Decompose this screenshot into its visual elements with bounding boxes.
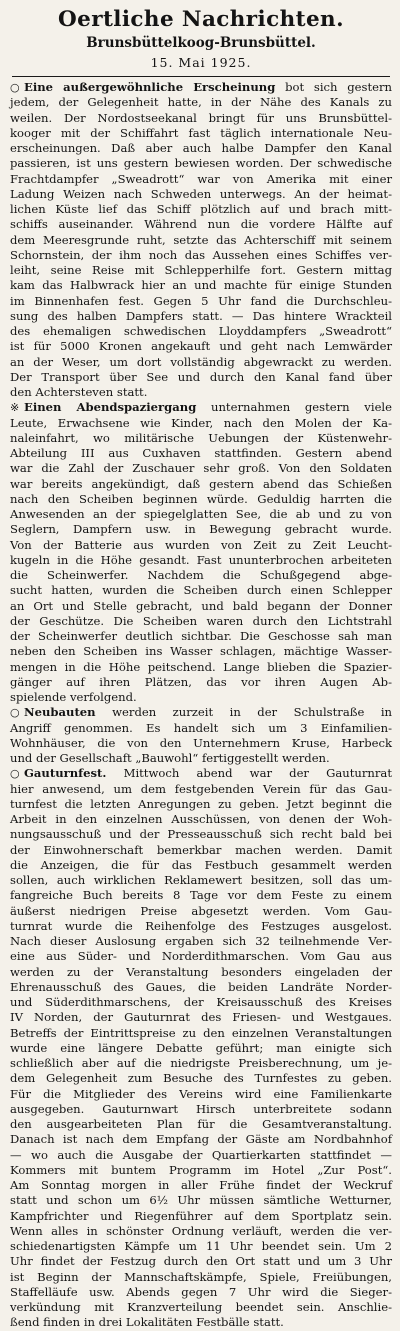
article-line: kam das Halbwrack hier an und machte für einige Stunden xyxy=(10,278,392,293)
article-line: neben den Scheiben ins Wasser schlagen, mächtige Wasser- xyxy=(10,644,392,659)
article-line: erscheinungen. Daß aber auch halbe Dampfer den Kanal xyxy=(10,141,392,155)
article-line: Anwesenden an der spiegelglatten See, die ab und zu von xyxy=(10,507,392,521)
article-line: dem Gelegenheit zum Besuche des Turnfestes zu geben. xyxy=(10,1071,392,1086)
article-line: passieren, ist uns gestern bewiesen worden. Der schwedische xyxy=(10,156,392,171)
article-line: und Süderdithmarschens, der Kreisausschuß des Kreises xyxy=(10,995,392,1009)
article-line: Staffelläufe usw. Abends gegen 7 Uhr wird die Sieger- xyxy=(10,1284,392,1299)
article-line: Ladung Weizen nach Schweden unterwegs. An der heimat- xyxy=(10,186,392,201)
article-line: an der Weser, um dort vollständig abgewrackt zu werden. xyxy=(10,354,392,369)
article-line: kooger mit der Schiffahrt fast täglich internationale Neu- xyxy=(10,125,392,140)
article xyxy=(10,705,392,766)
article-line: ist für 5000 Kronen angekauft und geht nach Lemwärder xyxy=(10,339,392,354)
article-line: leiht, seine Reise mit Schlepperhilfe fort. Gestern mittag xyxy=(10,263,392,277)
article-line: turnfest die letzten Anregungen zu geben. Jetzt beginnt die xyxy=(10,796,392,811)
section-subheadline: Brunsbüttelkoog-Brunsbüttel. xyxy=(86,35,316,51)
article-line: Wohnhäuser, die von den Unternehmern Kruse, Harbeck xyxy=(10,735,392,750)
article-line: der Geschütze. Die Scheiben waren durch den Lichtstrahl xyxy=(10,613,392,628)
article-line: statt und schon um 6½ Uhr müssen sämtliche Wetturner, xyxy=(10,1193,392,1208)
article-line: Wenn alles in schönster Ordnung verläuft, werden die ver- xyxy=(10,1223,392,1238)
article-line: werden zu der Veranstaltung besonders eingeladen der xyxy=(10,964,392,979)
article-line: Nach dieser Auslosung ergaben sich 32 teilnehmende Ver- xyxy=(10,934,392,948)
page-headline: Oertliche Nachrichten. xyxy=(58,7,344,32)
article-line xyxy=(10,80,392,95)
article-line: die Scheinwerfer. Nachdem die Schußgegend abge- xyxy=(10,568,392,582)
article-text: Mittwoch abend war der Gauturnrat xyxy=(106,766,392,781)
article-line: Betreffs der Eintrittspreise zu den einzelnen Veranstaltungen xyxy=(10,1025,392,1040)
article-line: mengen in die Höhe peitschend. Lange blieben die Spazier- xyxy=(10,659,392,674)
article-line: Kampfrichter und Riegenführer auf dem Sportplatz sein. xyxy=(10,1208,392,1223)
article-line: Danach ist nach dem Empfang der Gäste am Nordbahnhof xyxy=(10,1132,392,1147)
article-line: Uhr findet der Festzug durch den Ort statt und um 3 Uhr xyxy=(10,1254,392,1269)
article-text: werden zurzeit in der Schulstraße in xyxy=(95,705,392,720)
article xyxy=(10,766,392,1330)
divider xyxy=(12,76,390,77)
article-line: Angriff genommen. Es handelt sich um 3 Einfamilien- xyxy=(10,720,392,735)
article-lead: Gauturnfest. xyxy=(24,766,107,781)
article-line: eine aus Süder- und Norderdithmarschen. Vom Gau aus xyxy=(10,949,392,964)
dateline: 15. Mai 1925. xyxy=(150,55,252,70)
article-line: sucht hatten, wurden die Scheiben durch einen Schlepper xyxy=(10,583,392,598)
article-line: im Binnenhafen fest. Gegen 5 Uhr fand die Durchschleu- xyxy=(10,293,392,308)
article-lead: Einen Abendspaziergang xyxy=(24,400,197,415)
article-line: schiedenartigsten Kämpfe um 11 Uhr beendet sein. Um 2 xyxy=(10,1239,392,1253)
article-line: kugeln in die Höhe gesandt. Fast ununterbrochen arbeiteten xyxy=(10,552,392,567)
article-list xyxy=(10,80,392,1331)
article-line: spielende verfolgend. xyxy=(10,690,137,704)
article-line: — wo auch die Ausgabe der Quartierkarten stattfindet — xyxy=(10,1147,392,1162)
article-line: des ehemaligen schwedischen Lloyddampfers „Sweadrott“ xyxy=(10,324,392,338)
article-marker-icon: ○ xyxy=(10,81,20,94)
article-line: dem Meeresgrunde ruht, setzte das Achterschiff mit seinem xyxy=(10,232,392,247)
article-line: turnrat wurde die Reihenfolge des Festzuges ausgelost. xyxy=(10,918,392,933)
article-line: nach den Scheiben beginnen würde. Geduldig harrten die xyxy=(10,491,392,506)
article-line: der Scheinwerfer deutlich sichtbar. Die Geschosse sah man xyxy=(10,629,392,643)
article-line: Der Transport über See und durch den Kanal fand über xyxy=(10,369,392,384)
article-line: ausgegeben. Gauturnwart Hirsch unterbreitete sodann xyxy=(10,1101,392,1116)
article-line: die Anzeigen, die für das Festbuch gesammelt werden xyxy=(10,857,392,872)
article-line: sung des halben Dampfers statt. — Das hintere Wrackteil xyxy=(10,308,392,323)
article-text: unternahmen gestern viele xyxy=(196,400,392,415)
article-line xyxy=(10,766,392,781)
article-line xyxy=(10,705,392,720)
article-line: und der Gesellschaft „Bauwohl“ fertiggestellt werden. xyxy=(10,751,330,765)
article-line: Von der Batterie aus wurden von Zeit zu Zeit Leucht- xyxy=(10,537,392,552)
article-line: gänger auf ihren Plätzen, das vor ihren Augen Ab- xyxy=(10,674,392,689)
article-marker-icon: ○ xyxy=(10,767,20,781)
article-marker-icon: ○ xyxy=(10,706,20,720)
article-line: schiffs auseinander. Während nun die vordere Hälfte auf xyxy=(10,217,392,232)
article-line: Für die Mitglieder des Vereins wird eine Familienkarte xyxy=(10,1086,392,1101)
article-line: Arbeit in den einzelnen Ausschüssen, von denen der Woh- xyxy=(10,812,392,826)
article-line: wurde eine längere Debatte geführt; man einigte sich xyxy=(10,1040,392,1055)
article-line: weilen. Der Nordostseekanal bringt für uns Brunsbüttel- xyxy=(10,110,392,125)
article-line: den Achtersteven statt. xyxy=(10,385,148,399)
article-line xyxy=(10,400,392,415)
article-line: schließlich aber auf die niedrigste Preisberechnung, um je- xyxy=(10,1056,392,1070)
article-line: Schornstein, der ihm noch das Aussehen eines Schiffes ver- xyxy=(10,247,392,262)
article-line: hier anwesend, um dem festgebenden Verein für das Gau- xyxy=(10,781,392,796)
article xyxy=(10,80,392,400)
article-line: jedem, der Gelegenheit hatte, in der Nähe des Kanals zu xyxy=(10,95,392,110)
article-line: Am Sonntag morgen in aller Frühe findet der Weckruf xyxy=(10,1178,392,1192)
article-line: Frachtdampfer „Sweadrott“ war von Amerika mit einer xyxy=(10,171,392,186)
article-text: bot sich gestern xyxy=(275,80,393,94)
article-line: an Ort und Stelle gebracht, und bald begann der Donner xyxy=(10,598,392,613)
article-line: war bereits angekündigt, daß gestern abend das Schießen xyxy=(10,476,392,491)
article-line: lichen Küste lief das Schiff plötzlich auf und brach mitt- xyxy=(10,202,392,216)
article-line: äußerst niedrigen Preise abgesetzt werden. Vom Gau- xyxy=(10,903,392,918)
article-lead: Neubauten xyxy=(24,705,96,720)
article-lead: Eine außergewöhnliche Erscheinung xyxy=(24,80,276,94)
article-line: Abteilung III aus Cuxhaven stattfinden. Gestern abend xyxy=(10,446,392,460)
article-line: fangreiche Buch bereits 8 Tage vor dem Feste zu einem xyxy=(10,888,392,903)
article-line: sollen, auch wirklichen Reklamewert besitzen, soll das um- xyxy=(10,873,392,887)
article xyxy=(10,400,392,705)
article-line: ist Beginn der Mannschaftskämpfe, Spiele, Freiübungen, xyxy=(10,1269,392,1284)
article-line: der Einwohnerschaft bemerkbar machen werden. Damit xyxy=(10,842,392,857)
article-marker-icon: ※ xyxy=(10,401,20,415)
article-line: nungsausschuß und der Presseausschuß sich recht bald bei xyxy=(10,827,392,842)
article-line: Ehrenausschuß des Gaues, die beiden Landräte Norder- xyxy=(10,979,392,994)
article-line: war die Zahl der Zuschauer sehr groß. Von den Soldaten xyxy=(10,461,392,476)
article-line: verkündung mit Kranzverteilung beendet sein. Anschlie- xyxy=(10,1300,392,1314)
article-line: IV Norden, der Gauturnrat des Friesen- und Westgaues. xyxy=(10,1010,392,1025)
article-line: den ausgearbeiteten Plan für die Gesamtveranstaltung. xyxy=(10,1117,392,1131)
article-line: Kommers mit buntem Programm im Hotel „Zur Post“. xyxy=(10,1162,392,1177)
article-line: Leute, Erwachsene wie Kinder, nach den Molen der Ka- xyxy=(10,415,392,430)
article-line: Seglern, Dampfern usw. in Bewegung gebracht wurde. xyxy=(10,522,392,537)
article-line: ßend finden in drei Lokalitäten Festbälle statt. xyxy=(10,1315,284,1330)
article-line: naleinfahrt, wo militärische Uebungen der Küstenwehr- xyxy=(10,430,392,445)
